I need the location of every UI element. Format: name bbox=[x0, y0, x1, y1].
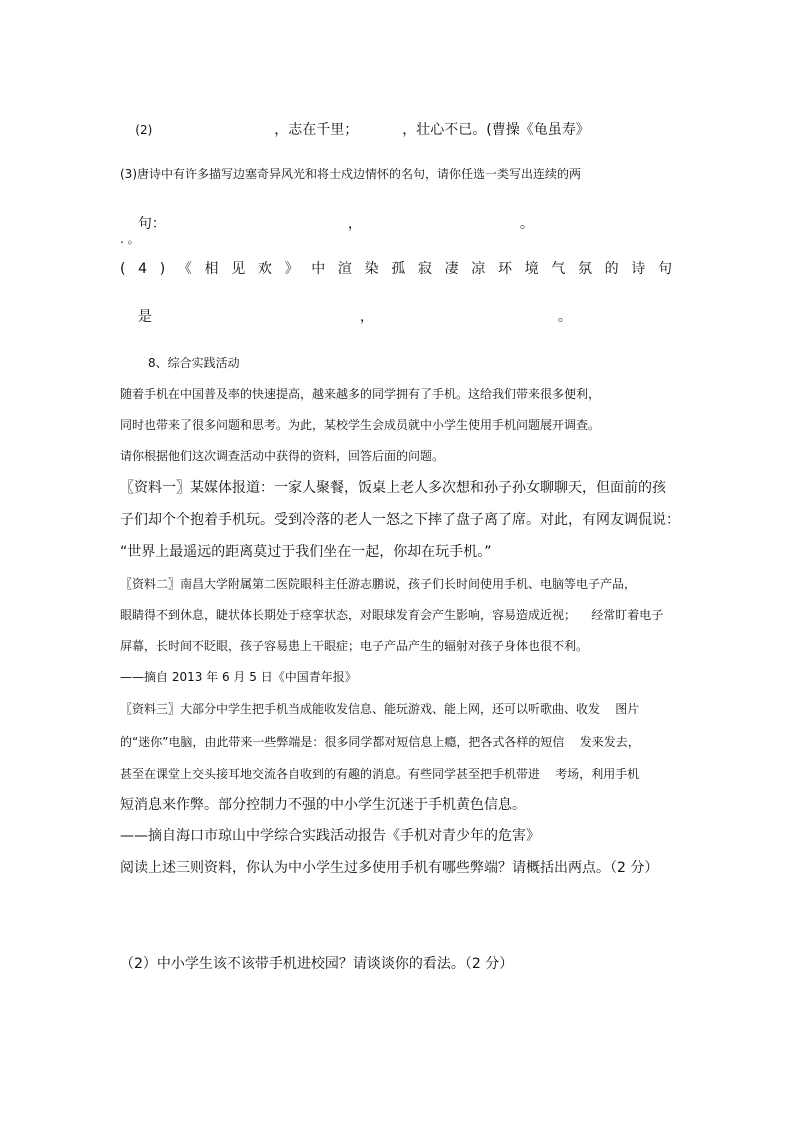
q4-char: 凉 bbox=[471, 261, 486, 277]
material-3-line: 甚至在课堂上交头接耳地交流各自收到的有趣的消息。有些同学甚至把手机带进 考场，利用手机 bbox=[120, 767, 640, 781]
intro-line: 同时也带来了很多问题和思考。为此，某校学生会成员就中小学生使用手机问题展开调查。 bbox=[120, 418, 601, 432]
question-2: （2）中小学生该不该带手机进校园？请谈谈你的看法。（2 分） bbox=[120, 956, 514, 972]
q4-line-1 bbox=[120, 260, 672, 278]
q4-char: 》 bbox=[284, 261, 299, 277]
section-8-heading: 8、综合实践活动 bbox=[148, 356, 240, 370]
q4-char: 相 bbox=[204, 261, 219, 277]
q4-char: 诗 bbox=[631, 261, 646, 277]
q4-char: 中 bbox=[311, 261, 326, 277]
q2-part1: ，志在千里； bbox=[274, 122, 359, 138]
material-3-source: ——摘自海口市琼山中学综合实践活动报告《手机对青少年的危害》 bbox=[120, 828, 540, 844]
material-2-line: 〖资料二〗南昌大学附属第二医院眼科主任游志鹏说，孩子们长时间使用手机、电脑等电子产品， bbox=[120, 577, 637, 591]
q4-prefix: 是 bbox=[137, 309, 152, 325]
q4-comma: ， bbox=[359, 309, 374, 325]
q4-char: 气 bbox=[551, 261, 566, 277]
material-3-line: 的“迷你”电脑，由此带来一些弊端是：很多同学都对短信息上瘾，把各式各样的短信 发来发去， bbox=[120, 735, 640, 749]
q3-comma: ， bbox=[347, 216, 362, 232]
q2-part2: ，壮心不已。(曹操《龟虽寿》 bbox=[402, 122, 590, 138]
q4-end: 。 bbox=[557, 309, 572, 325]
q3-line-1: (3)唐诗中有许多描写边塞奇异风光和将士戍边情怀的名句，请你任选一类写出连续的两 bbox=[120, 167, 582, 181]
q4-char: 句 bbox=[657, 261, 672, 277]
q4-char: 渲 bbox=[337, 261, 352, 277]
question-1: 阅读上述三则资料，你认为中小学生过多使用手机有哪些弊端？请概括出两点。（2 分） bbox=[120, 860, 659, 876]
q4-char: 寂 bbox=[417, 261, 432, 277]
intro-line: 请你根据他们这次调查活动中获得的资料，回答后面的问题。 bbox=[120, 449, 445, 463]
q4-char: ) bbox=[159, 261, 166, 277]
q4-char: 境 bbox=[524, 261, 539, 277]
q3-prefix: 句： bbox=[137, 216, 166, 232]
intro-line: 随着手机在中国普及率的快速提高，越来越多的同学拥有了手机。这给我们带来很多便利， bbox=[120, 387, 601, 401]
q4-char: 《 bbox=[177, 261, 192, 277]
q4-char: 的 bbox=[604, 261, 619, 277]
material-3-line: 〖资料三〗大部分中学生把手机当成能收发信息、能玩游戏、能上网，还可以听歌曲、收发 图片 bbox=[120, 702, 640, 716]
q4-char: 孤 bbox=[391, 261, 406, 277]
material-2-line: 眼睛得不到休息，睫状体长期处于痉挛状态，对眼球发育会产生影响，容易造成近视； 经常盯着电子 bbox=[120, 608, 664, 622]
q3-end: 。 bbox=[519, 216, 534, 232]
q3-line-2 bbox=[120, 197, 534, 251]
q4-char: 染 bbox=[364, 261, 379, 277]
material-2-line: 屏幕，长时间不眨眼，孩子容易患上干眼症；电子产品产生的辐射对孩子身体也很不利。 bbox=[120, 639, 589, 653]
material-3-line: 短消息来作弊。部分控制力不强的中小学生沉迷于手机黄色信息。 bbox=[120, 797, 526, 813]
material-1-line: 子们却个个抱着手机玩。受到冷落的老人一怒之下摔了盘子离了席。对此，有网友调侃说： bbox=[120, 512, 680, 528]
q4-char: 欢 bbox=[257, 261, 272, 277]
q2-line bbox=[120, 103, 590, 157]
material-2-source: ——摘自 2013 年 6 月 5 日《中国青年报》 bbox=[120, 670, 357, 684]
q4-char: ( bbox=[120, 261, 126, 277]
q2-number: (2) bbox=[135, 123, 153, 137]
material-1-line: 〖资料一〗某媒体报道：一家人聚餐，饭桌上老人多次想和孙子孙女聊聊天，但面前的孩 bbox=[120, 480, 666, 496]
q4-char: 4 bbox=[138, 261, 148, 277]
q4-char: 凄 bbox=[444, 261, 459, 277]
q4-line-2 bbox=[120, 290, 572, 344]
material-1-line: “世界上最遥远的距离莫过于我们坐在一起，你却在玩手机。” bbox=[120, 544, 492, 560]
q4-char: 氛 bbox=[577, 261, 592, 277]
q4-char: 见 bbox=[231, 261, 246, 277]
q3-stray-marks: . 。 bbox=[120, 232, 140, 246]
q4-char: 环 bbox=[497, 261, 512, 277]
